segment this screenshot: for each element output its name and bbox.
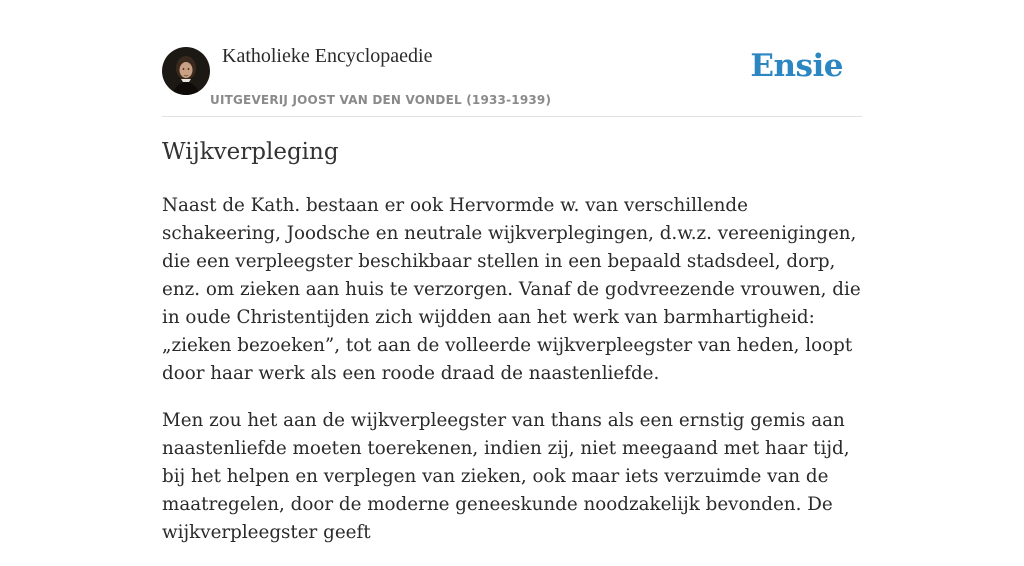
page bbox=[162, 0, 862, 543]
ensie-logo[interactable]: Ensie bbox=[750, 48, 843, 84]
article-paragraph: Men zou het aan de wijkverpleegster van thans als een ernstig gemis aan naastenliefde moeten toerekenen, indien zij, niet meegaand met haar tijd, bij het helpen en verplegen van zieken, ook maar iets verzuimde van de maatregelen, door de moderne geneeskunde noodzakelijk bevonden. De wijkverpleegster geeft bbox=[162, 410, 850, 543]
article-title: Wijkverpleging bbox=[162, 139, 339, 165]
author-portrait-avatar[interactable] bbox=[162, 47, 210, 95]
article-body bbox=[162, 192, 862, 566]
article-paragraph: Naast de Kath. bestaan er ook Hervormde w. van verschillende schakeering, Joodsche en neutrale wijkverplegingen, d.w.z. vereenigingen, die een verpleegster beschikbaar stellen in een bepaald stadsdeel, dorp, enz. om zieken aan huis te verzorgen. Vanaf de godvreezende vrouwen, die in oude Christentijden zich wijdden aan het werk van barmhartigheid: „zieken bezoeken”, tot aan de volleerde wijkverpleegster van heden, loopt door haar werk als een roode draad de naastenliefde. bbox=[162, 195, 861, 384]
publication-subtitle: UITGEVERIJ JOOST VAN DEN VONDEL (1933-1939) bbox=[210, 93, 552, 107]
publication-title[interactable]: Katholieke Encyclopaedie bbox=[222, 45, 433, 67]
portrait-image bbox=[162, 47, 210, 95]
site-header bbox=[162, 0, 862, 117]
